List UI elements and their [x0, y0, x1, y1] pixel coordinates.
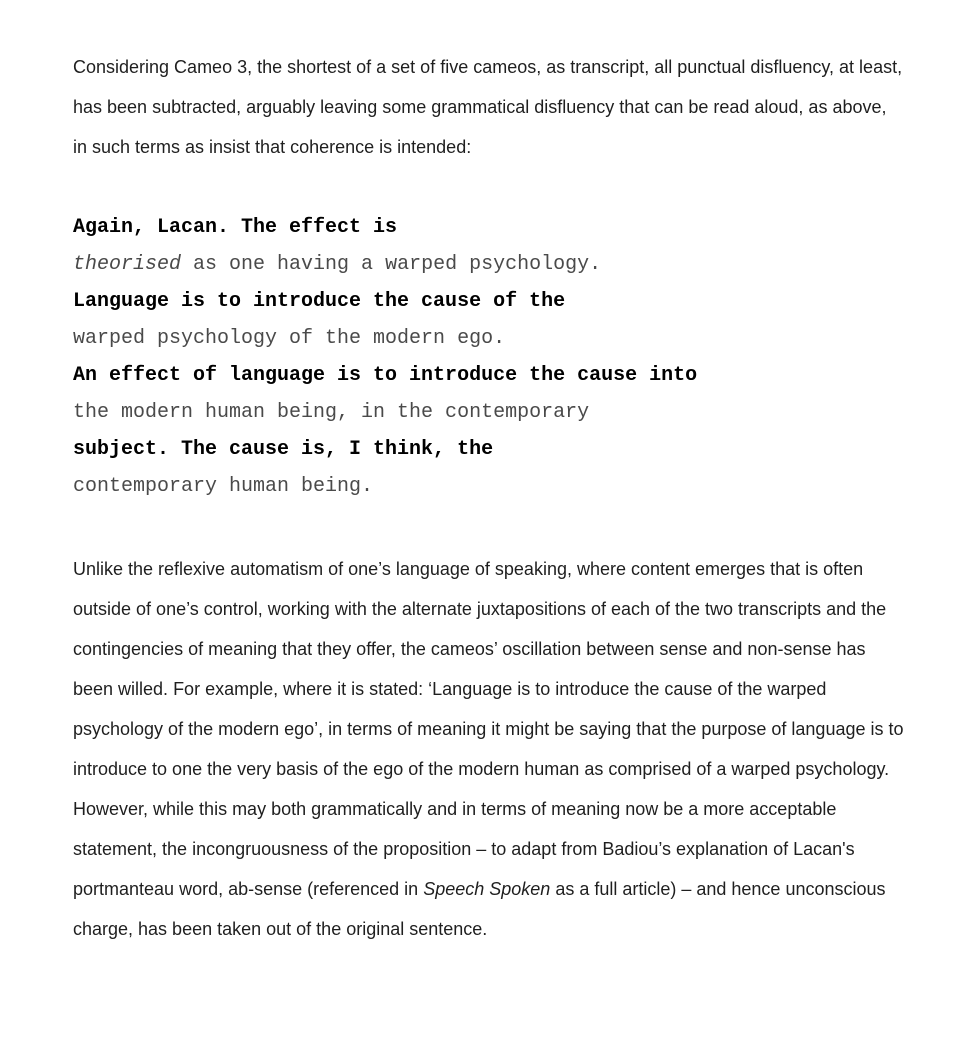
cameo-line: [73, 320, 905, 357]
text-segment-italic: theorised: [73, 253, 182, 276]
analysis-paragraph: [73, 549, 905, 949]
cameo-line: [73, 431, 905, 468]
cameo-line: [73, 468, 905, 505]
text-segment-regular: the modern human being, in the contemporary: [73, 401, 590, 424]
text-segment-regular: as a full article) – and hence unconscious charge, has been taken out of the original sentence.: [73, 879, 886, 939]
text-segment-regular: as one having a warped psychology.: [181, 253, 602, 276]
cameo-line: [73, 246, 905, 283]
intro-paragraph: Considering Cameo 3, the shortest of a set of five cameos, as transcript, all punctual disfluency, at least, has been subtracted, arguably leaving some grammatical disfluency that can be read aloud, as above, in such terms as insist that coherence is intended:: [73, 57, 903, 157]
text-segment-bold: An effect of language is to introduce the cause into: [73, 364, 698, 387]
cameo-line: [73, 394, 905, 431]
text-segment-bold: subject. The cause is, I think, the: [73, 438, 494, 461]
text-segment-bold: Again, Lacan. The effect is: [73, 216, 398, 239]
cameo-transcript-block: [73, 209, 905, 505]
cameo-line: [73, 357, 905, 394]
text-segment-regular: contemporary human being.: [73, 475, 374, 498]
cameo-line: [73, 209, 905, 246]
text-segment-regular: Unlike the reflexive automatism of one’s language of speaking, where content emerges that is often outside of one’s control, working with the alternate juxtapositions of each of the two transcripts and the contingencies of meaning that they offer, the cameos’ oscillation between sense and non-sense has been willed. For example, where it is stated: ‘Language is to introduce the cause of the warped psychology of the modern ego’, in terms of meaning it might be saying that the purpose of language is to introduce to one the very basis of the ego of the modern human as comprised of a warped psychology. However, while this may both grammatically and in terms of meaning now be a more acceptable statement, the incongruousness of the proposition – to adapt from Badiou’s explanation of Lacan's portmanteau word, ab-sense (referenced in: [73, 559, 904, 899]
text-segment-italic: Speech Spoken: [423, 879, 551, 899]
text-segment-bold: Language is to introduce the cause of the: [73, 290, 566, 313]
cameo-line: [73, 283, 905, 320]
text-segment-regular: warped psychology of the modern ego.: [73, 327, 506, 350]
